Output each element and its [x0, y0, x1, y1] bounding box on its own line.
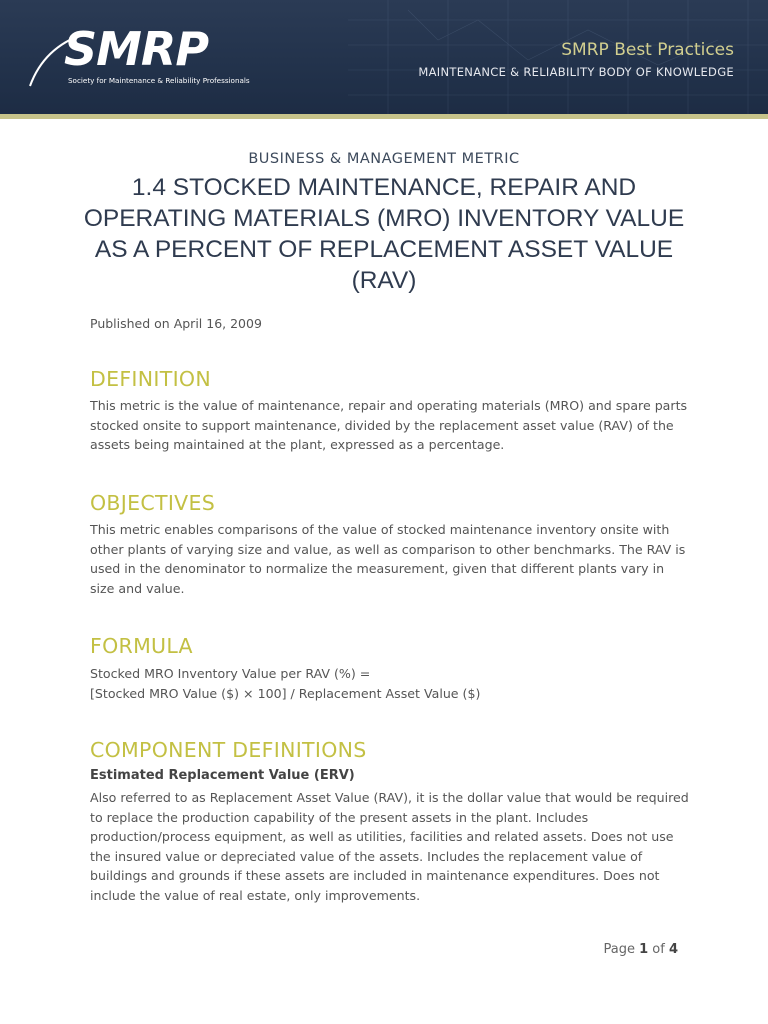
- logo-wordmark: SMRP: [64, 22, 209, 76]
- page-label: Page: [603, 942, 635, 957]
- objectives-text: This metric enables comparisons of the value of stocked maintenance inventory onsite with other plants of varying size and value, as well as comparison to other benchmarks. The RAV is used in the denominator to normalize the measurement, given that different plants vary in size and value.: [90, 522, 686, 596]
- published-date: Published on April 16, 2009: [90, 316, 262, 331]
- header-gold-rule: [0, 114, 768, 119]
- objectives-heading: OBJECTIVES: [90, 491, 216, 515]
- definition-heading: DEFINITION: [90, 367, 211, 391]
- logo-subtitle: Society for Maintenance & Reliability Professionals: [68, 76, 250, 85]
- erv-text: Also referred to as Replacement Asset Value (RAV), it is the dollar value that would be required to replace the production capability of the present assets in the plant. Includes production/process equipment, as well as utilities, facilities and related assets. Does not use the insured value or depreciated value of the assets. Includes the replacement value of buildings and grounds if these assets are included in maintenance expenditures. Does not include the value of real estate, only improvements.: [90, 790, 689, 903]
- page-header: [0, 0, 768, 114]
- metric-category: BUSINESS & MANAGEMENT METRIC: [248, 151, 520, 167]
- definition-text: This metric is the value of maintenance, repair and operating materials (MRO) and spare parts stocked onsite to support maintenance, divided by the replacement asset value (RAV) of the assets being maintained at the plant, expressed as a percentage.: [90, 398, 688, 452]
- best-practices-label: SMRP Best Practices: [561, 40, 734, 60]
- page-total: 4: [668, 942, 678, 957]
- page-current: 1: [639, 942, 649, 957]
- component-definitions-heading: COMPONENT DEFINITIONS: [90, 738, 367, 762]
- formula-line-2: [Stocked MRO Value ($) × 100] / Replacement Asset Value ($): [90, 686, 481, 701]
- body-of-knowledge-label: MAINTENANCE & RELIABILITY BODY OF KNOWLEDGE: [418, 65, 734, 79]
- page-title: 1.4 STOCKED MAINTENANCE, REPAIR AND OPERATING MATERIALS (MRO) INVENTORY VALUE AS A PERCENT OF REPLACEMENT ASSET VALUE (RAV): [83, 174, 685, 294]
- formula-heading: FORMULA: [90, 634, 193, 658]
- page-number: [603, 942, 678, 957]
- formula-line-1: Stocked MRO Inventory Value per RAV (%) =: [90, 666, 371, 681]
- erv-subheading: Estimated Replacement Value (ERV): [90, 768, 355, 783]
- page-of: of: [652, 942, 665, 957]
